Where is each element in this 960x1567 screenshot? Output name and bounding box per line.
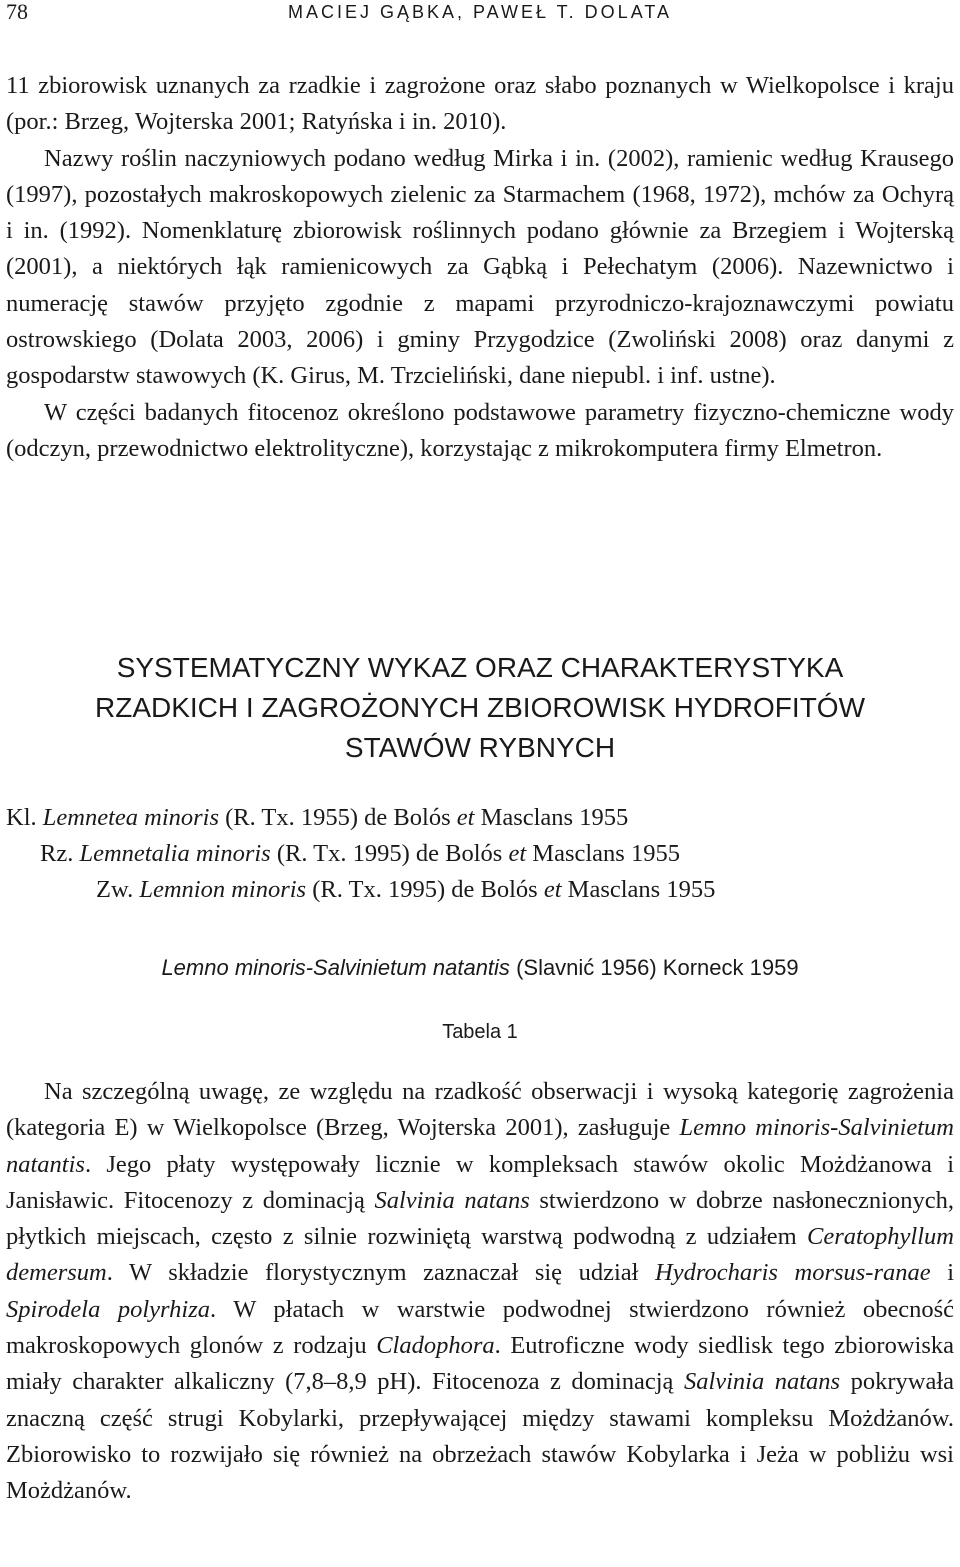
syntaxon-name: Lemnetea minoris	[42, 804, 219, 831]
syntaxon-rank: Rz.	[40, 840, 74, 867]
syntaxon-name: Lemnetalia minoris	[79, 840, 271, 867]
text-run: stwierdzono w dobrze nasłonecznionych, płytkich miejscach, często z silnie rozwiniętą warstwą podwodną z udziałem	[6, 1186, 954, 1251]
syntaxon-et: et	[508, 840, 527, 867]
text-run: pokrywała znaczną część strugi Kobylarki, przepływającej między stawami kompleksu Możdżanów. Zbiorowisko to rozwijało się również na obrzeżach stawów Kobylarka i Jeża w pobliżu wsi Możdżanów.	[6, 1368, 955, 1505]
syntaxon-author: (R. Tx. 1955) de Bolós	[225, 804, 451, 831]
heading-line: RZADKICH I ZAGROŻONYCH ZBIOROWISK HYDROFITÓW	[95, 692, 865, 723]
taxon-name: Salvinia natans	[683, 1368, 841, 1396]
taxon-name: Cladophora	[376, 1332, 495, 1360]
taxon-name: Ceratophyllum demersum	[6, 1223, 954, 1287]
syntaxon-author: (R. Tx. 1995) de Bolós	[276, 840, 503, 867]
association-name: Lemno minoris-Salvinietum natantis	[161, 955, 510, 980]
syntaxon-order	[40, 836, 680, 872]
heading-line: SYSTEMATYCZNY WYKAZ ORAZ CHARAKTERYSTYKA	[116, 652, 844, 683]
text-run: . W płatach w warstwie podwodnej stwierdzono również obecność makroskopowych glonów z rodzaju	[6, 1295, 954, 1360]
taxon-name: Spirodela polyrhiza	[6, 1295, 210, 1323]
page-header	[0, 0, 960, 24]
page-number: 78	[6, 0, 28, 24]
syntaxon-alliance	[96, 872, 715, 908]
syntaxon-author: (R. Tx. 1995) de Bolós	[312, 876, 538, 903]
heading-line: STAWÓW RYBNYCH	[344, 732, 616, 763]
text-run: . Eutroficzne wody siedlisk tego zbiorowiska miały charakter alkaliczny (7,8–8,9 pH). Fitocenoza z dominacją	[6, 1332, 955, 1396]
text-run: . Jego płaty występowały licznie w kompleksach stawów okolic Możdżanowa i Janisławic. Fitocenozy z dominacją	[6, 1150, 954, 1214]
text-run: i	[930, 1259, 955, 1287]
intro-text	[6, 68, 954, 467]
taxon-name: Salvinia natans	[374, 1186, 530, 1214]
syntaxon-et: et	[456, 804, 475, 831]
text-run: . W składzie florystycznym zaznaczał się udział	[106, 1259, 656, 1287]
running-title: MACIEJ GĄBKA, PAWEŁ T. DOLATA	[287, 2, 673, 22]
syntaxon-author: Masclans 1955	[532, 840, 680, 867]
association-title	[0, 950, 960, 986]
taxon-name: Salvinietum natantis	[6, 1114, 954, 1178]
paragraph	[6, 1074, 954, 1510]
taxon-name: Hydrocharis morsus-ranae	[655, 1259, 931, 1287]
taxon-name: Lemno minoris	[679, 1114, 831, 1142]
text-run: -	[830, 1114, 839, 1142]
syntaxon-rank: Kl.	[6, 804, 37, 831]
syntaxon-author: Masclans 1955	[567, 876, 716, 903]
syntaxon-class	[6, 800, 628, 836]
paragraph: W części badanych fitocenoz określono podstawowe parametry fizyczno-chemiczne wody (odczyn, przewodnictwo elektrolityczne), korzystając z mikrokomputera firmy Elmetron.	[6, 398, 954, 462]
syntaxon-author: Masclans 1955	[480, 804, 629, 831]
table-reference: Tabela 1	[442, 1021, 518, 1043]
paragraph: Nazwy roślin naczyniowych podano według Mirka i in. (2002), ramienic według Krausego (1997), pozostałych makroskopowych zielenic za Starmachem (1968, 1972), mchów za Ochyrą i in. (1992). Nomenklaturę zbiorowisk roślinnych podano głównie za Brzegiem i Wojterską (2001), a niektórych łąk ramienicowych za Gąbką i Pełechatym (2006). Nazewnictwo i numerację stawów przyjęto zgodnie z mapami przyrodniczo-krajoznawczymi powiatu ostrowskiego (Dolata 2003, 2006) i gminy Przygodzice (Zwoliński 2008) oraz danymi z gospodarstw stawowych (K. Girus, M. Trzcieliński, dane niepubl. i inf. ustne).	[6, 144, 954, 390]
association-description	[6, 1074, 954, 1510]
paragraph: 11 zbiorowisk uznanych za rzadkie i zagrożone oraz słabo poznanych w Wielkopolsce i kraju (por.: Brzeg, Wojterska 2001; Ratyńska i in. 2010).	[6, 72, 954, 136]
syntaxon-rank: Zw.	[96, 876, 134, 903]
association-author: (Slavnić 1956) Korneck 1959	[516, 955, 799, 980]
text-run: Na szczególną uwagę, ze względu na rzadkość obserwacji i wysoką kategorię zagrożenia (kategoria E) w Wielkopolsce (Brzeg, Wojterska 2001), zasługuje	[6, 1078, 954, 1142]
syntaxon-et: et	[543, 876, 562, 903]
syntaxon-name: Lemnion minoris	[139, 876, 307, 903]
section-heading	[0, 648, 960, 768]
